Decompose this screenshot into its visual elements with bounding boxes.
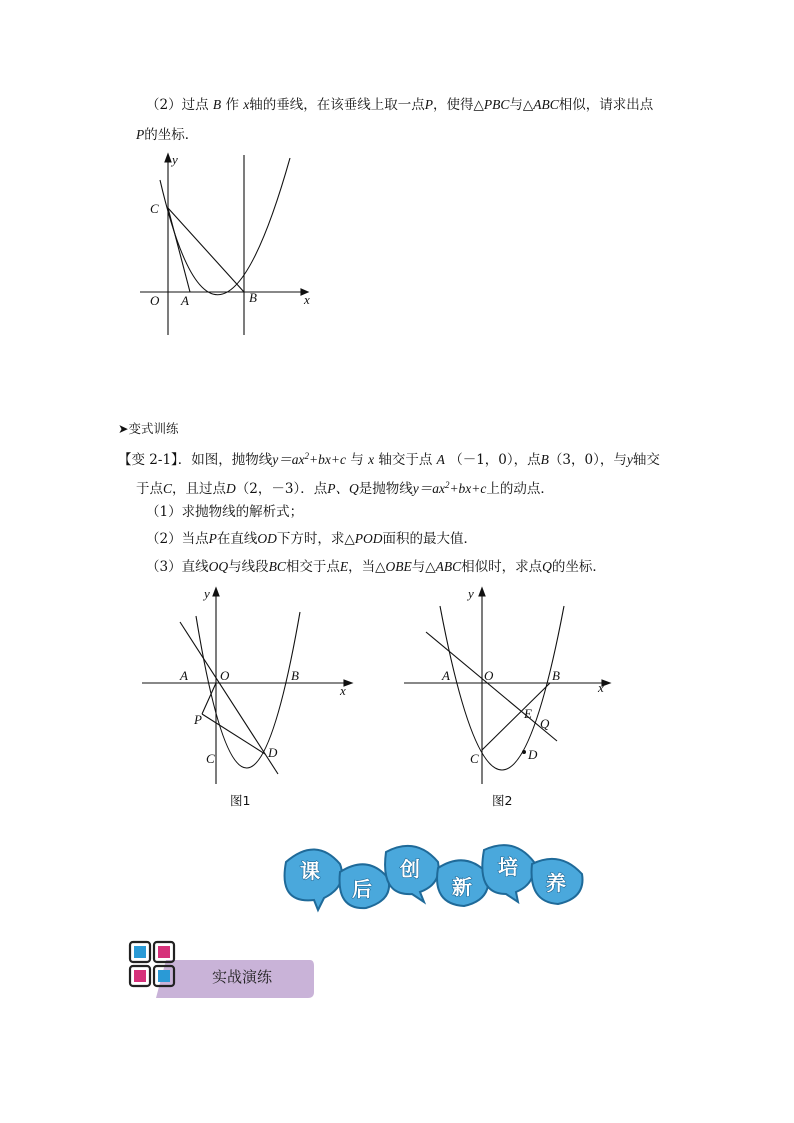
label-E: E <box>524 706 532 721</box>
label-O: O <box>220 668 230 683</box>
point-D <box>522 750 526 754</box>
label-B: B <box>291 668 299 683</box>
figure-top <box>130 150 330 350</box>
label-D: D <box>268 745 278 760</box>
label-A: A <box>181 293 189 308</box>
bubble-4: 新 <box>452 875 472 899</box>
y-axis-arrow <box>165 154 171 162</box>
label-y: y <box>204 586 210 601</box>
segment-O-P <box>202 683 216 714</box>
label-B: B <box>249 290 257 305</box>
label-A: A <box>180 668 188 683</box>
practice-banner-label: 实战演练 <box>212 968 273 986</box>
problem-q3: （3）直线OQ与线段BC相交于点E，当△OBE与△ABC相似时，求点Q的坐标． <box>146 559 606 575</box>
bubble-3: 创 <box>400 857 420 881</box>
label-D: D <box>528 747 538 762</box>
caption-fig1: 图1 <box>230 793 251 808</box>
label-Q: Q <box>540 716 550 731</box>
problem-q1: （1）求抛物线的解析式； <box>146 504 304 520</box>
parabola <box>196 612 300 768</box>
label-C: C <box>150 201 159 216</box>
y-axis-arrow <box>479 588 485 596</box>
bubble-2: 后 <box>352 877 372 901</box>
label-x: x <box>304 292 310 307</box>
figure-2 <box>400 582 630 792</box>
bubble-6: 养 <box>546 871 566 895</box>
bubble-5: 培 <box>498 855 518 879</box>
section-title: ➤变式训练 <box>118 421 179 436</box>
figure-1 <box>138 582 368 792</box>
segment-P-D <box>202 714 265 754</box>
part2-line2: P的坐标． <box>136 127 199 143</box>
label-O: O <box>484 668 494 683</box>
label-C: C <box>470 751 479 766</box>
part2-line1: （2）过点 B 作 x轴的垂线，在该垂线上取一点P，使得△PBC与△ABC相似，请求出点 <box>146 97 654 113</box>
label-x: x <box>340 683 346 698</box>
label-A: A <box>442 668 450 683</box>
label-C: C <box>206 751 215 766</box>
label-x: x <box>598 680 604 695</box>
after-class-banner <box>278 838 598 918</box>
label-B: B <box>552 668 560 683</box>
label-P: P <box>194 712 202 727</box>
problem-line1: 【变 2-1】．如图，抛物线$y=ax^2+bx+c$ 与 x 轴交于点 A （－1，0），点B（3，0），与y轴交 <box>118 451 660 468</box>
line-through-O-D <box>180 622 278 774</box>
label-y: y <box>468 586 474 601</box>
label-y: y <box>172 152 178 167</box>
bubble-1: 课 <box>300 859 320 883</box>
parabola <box>160 158 290 295</box>
caption-fig2: 图2 <box>492 793 513 808</box>
label-O: O <box>150 293 160 308</box>
line-O-Q <box>426 632 557 741</box>
y-axis-arrow <box>213 588 219 596</box>
problem-line2: 于点C，且过点D（2，－3）．点P、Q是抛物线$y=ax^2+bx+c$上的动点． <box>136 480 554 497</box>
problem-q2: （2）当点P在直线OD下方时，求△POD面积的最大值． <box>146 531 477 547</box>
